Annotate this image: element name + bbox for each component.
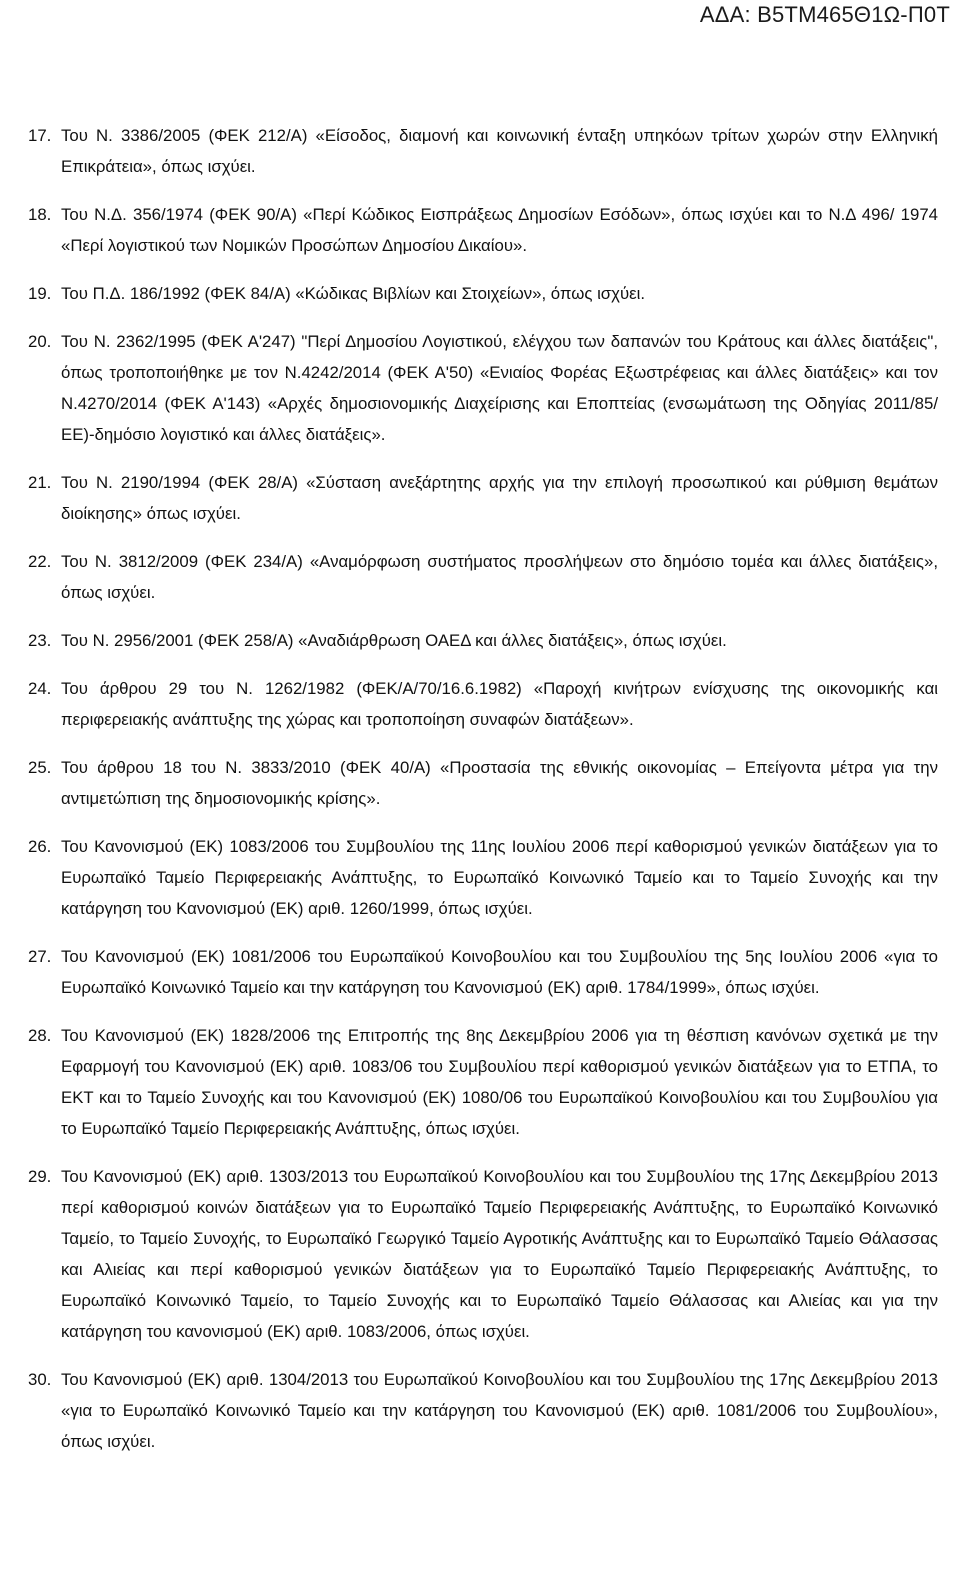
item-text: Του Κανονισμού (ΕΚ) 1081/2006 του Ευρωπαϊκού Κοινοβουλίου και του Συμβουλίου της 5ης Ιουλίου 2006 «για το Ευρωπαϊκό Κοινωνικό Ταμείο και την κατάργηση του Κανονισμού (ΕΚ) αριθ. 1784/1999», όπως ισχύει. [61, 947, 938, 997]
item-text: Του Ν.Δ. 356/1974 (ΦΕΚ 90/Α) «Περί Κώδικος Εισπράξεως Δημοσίων Εσόδων», όπως ισχύει και το Ν.Δ 496/ 1974 «Περί λογιστικού των Νομικών Προσώπων Δημοσίου Δικαίου». [61, 205, 938, 255]
item-number: 28. [28, 1026, 52, 1045]
list-item [28, 625, 938, 656]
list-item [28, 199, 938, 261]
list-item [28, 1161, 938, 1347]
document-body [28, 120, 938, 1474]
list-item [28, 752, 938, 814]
list-item [28, 831, 938, 924]
list-item [28, 1364, 938, 1457]
item-text: Του Ν. 2362/1995 (ΦΕΚ Α'247) "Περί Δημοσίου Λογιστικού, ελέγχου των δαπανών του Κράτους και άλλες διατάξεις", όπως τροποποιήθηκε με τον Ν.4242/2014 (ΦΕΚ Α'50) «Ενιαίος Φορέας Εξωστρέφειας και άλλες διατάξεις» και τον Ν.4270/2014 (ΦΕΚ Α'143) «Αρχές δημοσιονομικής Διαχείρισης και Εποπτείας (ενσωμάτωση της Οδηγίας 2011/85/ΕΕ)-δημόσιο λογιστικό και άλλες διατάξεις». [61, 332, 938, 444]
item-text: Του Ν. 2190/1994 (ΦΕΚ 28/Α) «Σύσταση ανεξάρτητης αρχής για την επιλογή προσωπικού και ρύθμιση θεμάτων διοίκησης» όπως ισχύει. [61, 473, 938, 523]
list-item [28, 326, 938, 450]
list-item [28, 546, 938, 608]
item-text: Του Κανονισμού (ΕΚ) 1083/2006 του Συμβουλίου της 11ης Ιουλίου 2006 περί καθορισμού γενικών διατάξεων για το Ευρωπαϊκό Ταμείο Περιφερειακής Ανάπτυξης, το Ευρωπαϊκό Κοινωνικό Ταμείο και το Ταμείο Συνοχής και την κατάργηση του Κανονισμού (ΕΚ) αριθ. 1260/1999, όπως ισχύει. [61, 837, 938, 918]
item-text: Του Ν. 3812/2009 (ΦΕΚ 234/Α) «Αναμόρφωση συστήματος προσλήψεων στο δημόσιο τομέα και άλλες διατάξεις», όπως ισχύει. [61, 552, 938, 602]
item-text: Του άρθρου 18 του Ν. 3833/2010 (ΦΕΚ 40/Α) «Προστασία της εθνικής οικονομίας – Επείγοντα μέτρα για την αντιμετώπιση της δημοσιονομικής κρίσης». [61, 758, 938, 808]
item-number: 27. [28, 947, 52, 966]
list-item [28, 278, 938, 309]
item-number: 18. [28, 205, 52, 224]
item-number: 25. [28, 758, 52, 777]
item-number: 24. [28, 679, 52, 698]
item-text: Του Κανονισμού (ΕΚ) αριθ. 1304/2013 του Ευρωπαϊκού Κοινοβουλίου και του Συμβουλίου της 17ης Δεκεμβρίου 2013 «για το Ευρωπαϊκό Κοινωνικό Ταμείο και την κατάργηση του Κανονισμού (ΕΚ) αριθ. 1081/2006 του Συμβουλίου», όπως ισχύει. [61, 1370, 938, 1451]
item-number: 22. [28, 552, 52, 571]
list-item [28, 120, 938, 182]
list-item [28, 673, 938, 735]
item-text: Του Κανονισμού (ΕΚ) 1828/2006 της Επιτροπής της 8ης Δεκεμβρίου 2006 για τη θέσπιση κανόνων σχετικά με την Εφαρμογή του Κανονισμού (ΕΚ) αριθ. 1083/06 του Συμβουλίου περί καθορισμού γενικών διατάξεων για το ΕΤΠΑ, το ΕΚΤ και το Ταμείο Συνοχής και του Κανονισμού (ΕΚ) 1080/06 του Ευρωπαϊκού Κοινοβουλίου και του Συμβουλίου για το Ευρωπαϊκό Ταμείο Περιφερειακής Ανάπτυξης, όπως ισχύει. [61, 1026, 938, 1138]
list-item [28, 467, 938, 529]
item-number: 23. [28, 631, 52, 650]
item-text: Του άρθρου 29 του Ν. 1262/1982 (ΦΕΚ/Α/70/16.6.1982) «Παροχή κινήτρων ενίσχυσης της οικονομικής και περιφερειακής ανάπτυξης της χώρας και τροποποίηση συναφών διατάξεων». [61, 679, 938, 729]
item-number: 21. [28, 473, 52, 492]
ada-header: ΑΔΑ: Β5ΤΜ465Θ1Ω-Π0Τ [699, 2, 950, 27]
item-text: Του Π.Δ. 186/1992 (ΦΕΚ 84/Α) «Κώδικας Βιβλίων και Στοιχείων», όπως ισχύει. [61, 284, 646, 303]
item-number: 19. [28, 284, 52, 303]
item-text: Του Κανονισμού (ΕΚ) αριθ. 1303/2013 του Ευρωπαϊκού Κοινοβουλίου και του Συμβουλίου της 17ης Δεκεμβρίου 2013 περί καθορισμού κοινών διατάξεων για το Ευρωπαϊκό Ταμείο Περιφερειακής Ανάπτυξης, το Ευρωπαϊκό Κοινωνικό Ταμείο, το Ταμείο Συνοχής, το Ευρωπαϊκό Γεωργικό Ταμείο Αγροτικής Ανάπτυξης και το Ευρωπαϊκό Ταμείο Θάλασσας και Αλιείας και περί καθορισμού γενικών διατάξεων για το Ευρωπαϊκό Ταμείο Περιφερειακής Ανάπτυξης, το Ευρωπαϊκό Κοινωνικό Ταμείο, το Ταμείο Συνοχής και το Ευρωπαϊκό Ταμείο Θάλασσας και Αλιείας και για την κατάργηση του κανονισμού (ΕΚ) αριθ. 1083/2006, όπως ισχύει. [61, 1167, 938, 1341]
list-item [28, 941, 938, 1003]
item-number: 30. [28, 1370, 52, 1389]
item-number: 26. [28, 837, 52, 856]
item-number: 17. [28, 126, 52, 145]
item-text: Του Ν. 3386/2005 (ΦΕΚ 212/Α) «Είσοδος, διαμονή και κοινωνική ένταξη υπηκόων τρίτων χωρών στην Ελληνική Επικράτεια», όπως ισχύει. [61, 126, 938, 176]
item-number: 29. [28, 1167, 52, 1186]
item-number: 20. [28, 332, 52, 351]
item-text: Του Ν. 2956/2001 (ΦΕΚ 258/Α) «Αναδιάρθρωση ΟΑΕΔ και άλλες διατάξεις», όπως ισχύει. [61, 631, 727, 650]
list-item [28, 1020, 938, 1144]
